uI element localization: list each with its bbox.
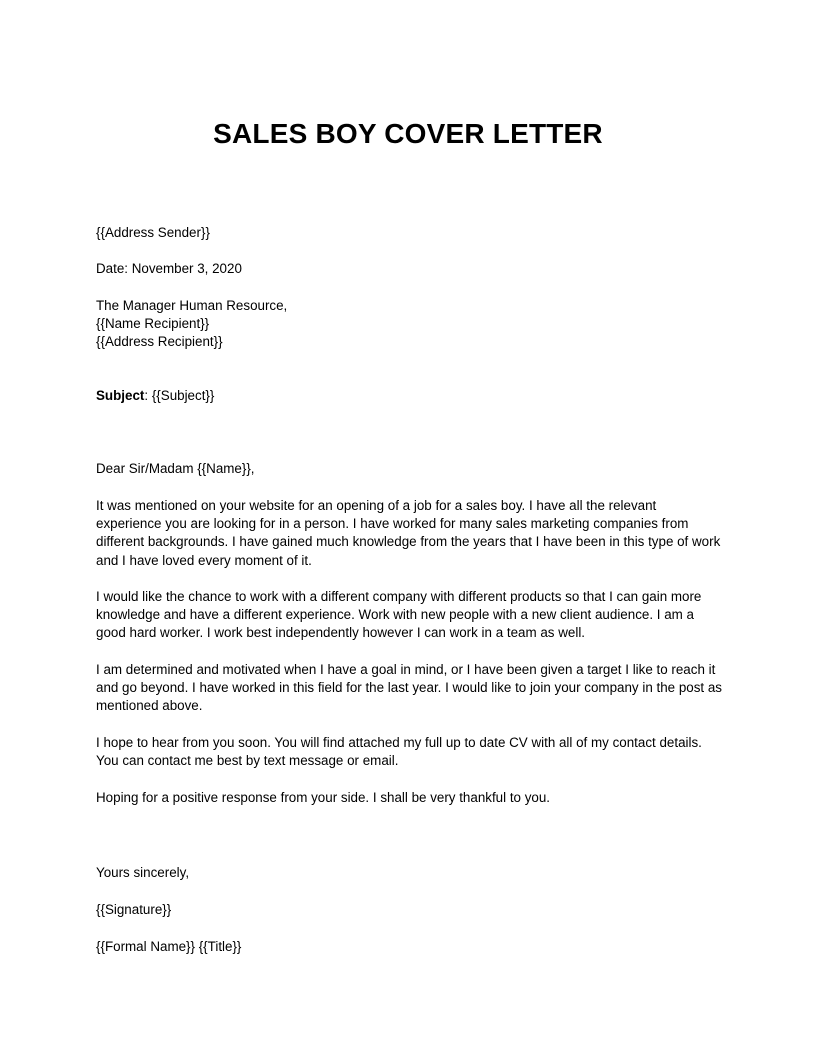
subject-line [96, 387, 214, 405]
date-line: Date: November 3, 2020 [96, 261, 242, 276]
recipient-address: {{Address Recipient}} [96, 334, 223, 349]
subject-value: : {{Subject}} [144, 388, 215, 403]
subject-label: Subject [96, 388, 145, 403]
body-paragraph-5: Hoping for a positive response from your side. I shall be very thankful to you. [96, 790, 551, 805]
body-paragraph-1: It was mentioned on your website for an opening of a job for a sales boy. I have all the relevant experience you are looking for in a person. I have worked for many sales marketing companies from different backgrounds. I have gained much knowledge from the years that I have been in this type of work and I have loved every moment of it. [96, 498, 721, 568]
recipient-title: The Manager Human Resource, [96, 298, 288, 313]
sender-address: {{Address Sender}} [96, 225, 210, 240]
salutation: Dear Sir/Madam {{Name}}, [96, 461, 255, 476]
closing: Yours sincerely, [96, 865, 190, 880]
body-paragraph-3: I am determined and motivated when I have a goal in mind, or I have been given a target I like to reach it and go beyond. I have worked in this field for the last year. I would like to join your company in the post as mentioned above. [96, 662, 722, 714]
signature-placeholder: {{Signature}} [96, 902, 172, 917]
body-paragraph-2: I would like the chance to work with a different company with different products so that I can gain more knowledge and have a different experience. Work with new people with a new client audience. I am a good hard worker. I work best independently however I can work in a team as well. [96, 589, 702, 641]
document-title: SALES BOY COVER LETTER [213, 118, 603, 149]
recipient-name: {{Name Recipient}} [96, 316, 210, 331]
formal-name-title: {{Formal Name}} {{Title}} [96, 939, 242, 954]
body-paragraph-4: I hope to hear from you soon. You will find attached my full up to date CV with all of my contact details. You can contact me best by text message or email. [96, 735, 702, 769]
